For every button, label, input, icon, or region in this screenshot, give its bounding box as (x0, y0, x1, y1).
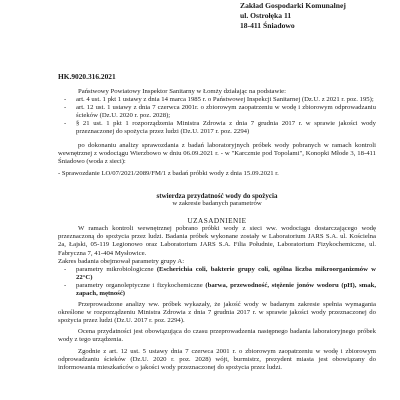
parameter-label: parametry organoleptyczne i fizykochemiczne (76, 281, 206, 289)
scope-intro: Zakres badania obejmował parametry grupy A: (58, 257, 185, 265)
parameter-label: parametry mikrobiologiczne (76, 265, 157, 273)
report-reference: - Sprawozdanie LO/07/2021/2089/FM/1 z badań próbki wody z dnia 15.09.2021 r. (58, 169, 279, 177)
verdict-heading: stwierdza przydatność wody do spożycia (156, 191, 278, 200)
legal-basis-item: - art. 12 ust. 1 ustawy z dnia 7 czerwca 2001r. o zbiorowym zaopatrzeniu w wodę i zbiorowym odprowadzaniu ścieków (Dz.U. 2020 r. poz. 2028); (64, 104, 376, 120)
parameter-item: - parametry mikrobiologiczne (Escherichia coli, bakterie grupy coli, ogólna liczba mikroorganizmów w 22°C) (64, 265, 376, 281)
legal-basis-text: art. 12 ust. 1 ustawy z dnia 7 czerwca 2001r. o zbiorowym zaopatrzeniu w wodę i zbiorowym odprowadzaniu ścieków (Dz.U. 2020 r. poz. 2028); (76, 104, 376, 120)
document-body (58, 88, 376, 372)
parameter-values: (Escherichia coli, bakterie grupy coli, ogólna liczba mikroorganizmów w 22°C) (76, 265, 376, 281)
justification-paragraph-1: W ramach kontroli wewnętrznej pobrano próbki wody z sieci ww. wodociągu dostarczającego wodę przeznaczoną do spożycia przez ludzi. Badania próbek wykonane zostały w Laboratorium JARS S.A. ul. Kościelna 2a, Łajski, 05-119 Legionowo oraz Laboratorium JARS S.A. Filia Południe, Laboratorium Fizykochemiczne, ul. Fabryczna 7, 41-404 Mysłowice. (58, 225, 376, 257)
case-reference-number: HK.9020.316.2021 (58, 72, 116, 81)
findings-paragraph: po dokonaniu analizy sprawozdania z badań laboratoryjnych próbek wody pobranych w ramach kontroli wewnętrznej z wodociągu Wierzbowo w dniu 06.09.2021 r. - w "Karczmie pod Topolami", Konopki Młode 3, 18-411 Śniadowo (woda z sieci): (58, 141, 376, 165)
justification-paragraph-4: Zgodnie z art. 12 ust. 5 ustawy dnia 7 czerwca 2001 r. o zbiorowym zaopatrzeniu w wodę i zbiorowym odprowadzaniu ścieków (Dz.U. 2020 r. poz. 2028) wójt, burmistrz, prezydent miasta jest obowiązany do informowania mieszkańców o jakości wody przeznaczonej do spożycia przez ludzi. (58, 347, 376, 371)
intro-paragraph: Państwowy Powiatowy Inspektor Sanitarny w Łomży działając na podstawie: (78, 88, 287, 95)
justification-heading: UZASADNIENIE (187, 217, 247, 226)
addressee-city: 18-411 Śniadowo (240, 21, 295, 30)
verdict-scope: w zakresie badanych parametrów (172, 200, 262, 208)
justification-paragraph-2: Przeprowadzone analizy ww. próbek wykazały, że jakość wody w badanym zakresie spełnia wymagania określone w rozporządzeniu Ministra Zdrowia z dnia 7 grudnia 2017 r. w sprawie jakości wody przeznaczonej do spożycia przez ludzi (Dz.U. 2017 r. poz. 2294). (58, 301, 376, 325)
parameter-list (64, 266, 376, 298)
legal-basis-list (64, 96, 376, 136)
legal-basis-text: art. 4 ust. 1 pkt 1 ustawy z dnia 14 marca 1985 r. o Państwowej Inspekcji Sanitarnej (Dz.U. z 2021 r. poz. 195); (76, 96, 374, 104)
legal-basis-item: - art. 4 ust. 1 pkt 1 ustawy z dnia 14 marca 1985 r. o Państwowej Inspekcji Sanitarnej (Dz.U. z 2021 r. poz. 195); (64, 96, 374, 104)
addressee-block (240, 1, 346, 31)
legal-basis-item: - § 21 ust. 1 pkt 1 rozporządzenia Ministra Zdrowia z dnia 7 grudnia 2017 r. w sprawie jakości wody przeznaczonej do spożycia przez ludzi (Dz.U. 2017 r. poz. 2294) (64, 120, 376, 136)
legal-basis-text: § 21 ust. 1 pkt 1 rozporządzenia Ministra Zdrowia z dnia 7 grudnia 2017 r. w sprawie jakości wody przeznaczonej do spożycia przez ludzi (Dz.U. 2017 r. poz. 2294) (76, 120, 376, 136)
parameter-values: (barwa, przewodność, stężenie jonów wodoru (pH), smak, zapach, mętność) (76, 281, 376, 297)
parameter-item: - parametry organoleptyczne i fizykochemiczne (barwa, przewodność, stężenie jonów wodoru (pH), smak, zapach, mętność) (64, 281, 376, 297)
addressee-name: Zakład Gospodarki Komunalnej (240, 1, 346, 10)
justification-paragraph-3: Ocena przydatności jest obowiązująca do czasu przeprowadzenia następnego badania laboratoryjnego próbek wody z tego urządzenia. (58, 328, 376, 344)
addressee-street: ul. Ostrołęka 11 (240, 11, 292, 20)
